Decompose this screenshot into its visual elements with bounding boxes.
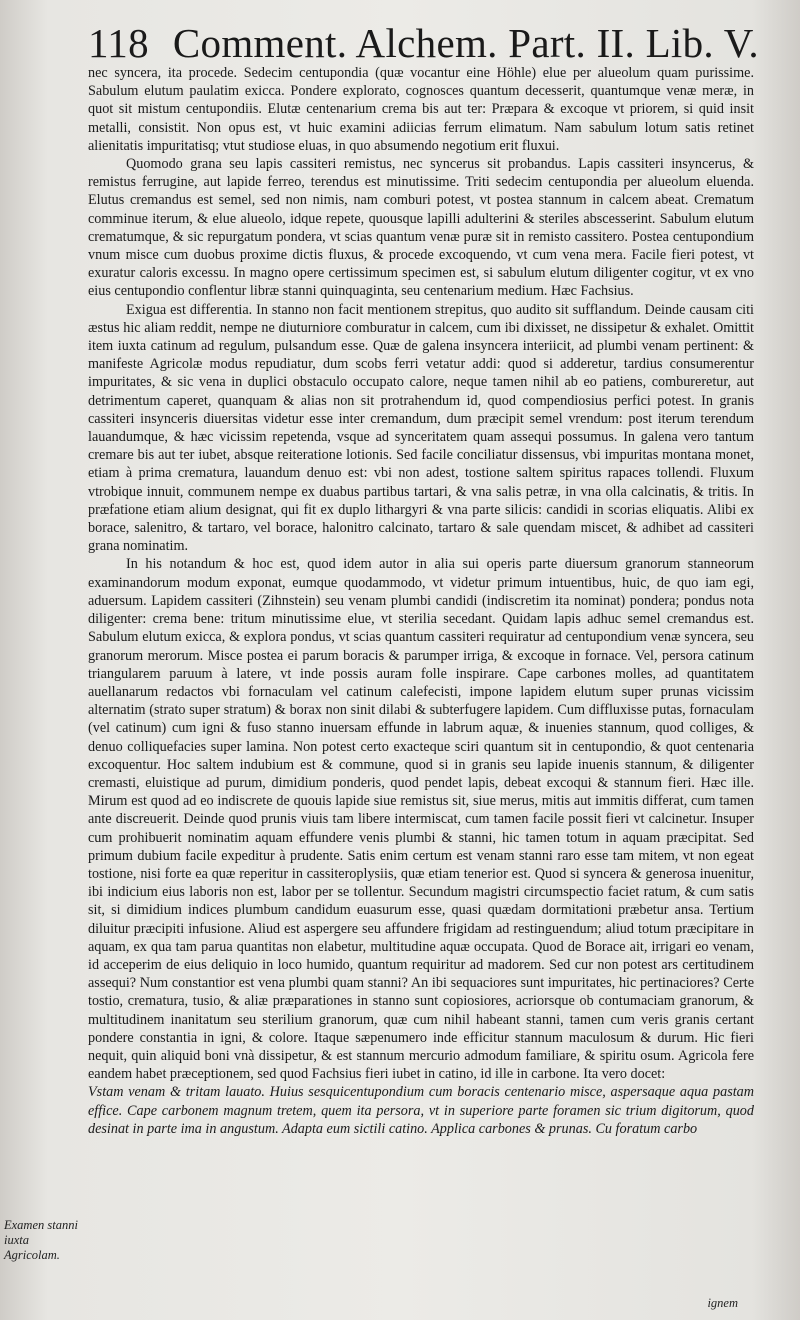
paragraph: Quomodo grana seu lapis cassiteri remistus, nec syncerus sit probandus. Lapis cassiteri insyncerus, & remistus ferrugine, aut lapide ferreo, terendus est minutissime. Triti sedecim centupondia per alueolum eluenda. Elutus cremandus est semel, sed non nimis, nam comburi potest, vt postea stannum in calcem abeat. Crematum comminue iterum, & elue alueolo, idque repete, quousque lapilli adulterini & steriles abscesserint. Sabulum elutum crematumque, & sic repurgatum pondera, vt scias quantum venæ puræ sit in remisto cassitero. Postea centupondium vnum misce cum duobus proxime dictis fluxus, & procede excoquendo, vt cum vena mera. Facile fieri potest, vt exuratur caloris excessu. In magno opere certissimum specimen est, si sabulum elutum diligenter cogitur, vt ex vno eius centupondio conflentur libræ stanni quinquaginta, seu centenarium medium. Hæc Fachsius.	[88, 156, 754, 300]
paragraph-quotation: Vstam venam & tritam lauato. Huius sesquicentupondium cum boracis centenario misce, aspersaque aqua pastam effice. Cape carbonem magnum tretem, quem ita persora, vt in superiore parte foramen sic trium digitorum, quod desinat in parte ima in angustum. Adapta eum sictili catino. Applica carbones & prunas. Cu foratum carbo	[88, 1084, 754, 1137]
paragraph: In his notandum & hoc est, quod idem autor in alia sui operis parte diuersum granorum stanneorum examinandorum modum exponat, eumque quodammodo, vt videtur primum intuentibus, huic, de quo iam egi, aduersum. Lapidem cassiteri (Zihnstein) seu venam plumbi candidi (indiscretim ita nominat) pondera; pondus nota diligenter: crema bene: tritum minutissime elue, vt sterilia secedant. Quidam lapis adhuc semel cremandus est. Sabulum elutum exicca, & explora pondus, vt scias quantum cassiteri requiratur ad centupondium venæ syncera, seu granorum merorum. Misce postea ei parum boracis & parumper irriga, & excoque in fornace. Vel, persora catinum triangularem paruum à latere, vt inde possis auram folle inspirare. Cape carbones molles, ad quantitatem auellanarum redactos vbi fornaculam vel catinum calefecisti, impone lapidem elutum super prunas vicissim alternatim (strato super stratum) & borax non sinit dilabi & subterfugere lapidem. Cum diffluxisse putas, fornaculam (vel catinum) cum igni & fuso stanno inuersam effunde in labrum aquæ, & inuenies stannum, quod colliges, & denuo colliquefacies super lamina. Non potest certo exacteque sciri quantum sit in centupondio, & quot centenaria excoquentur. Hoc saltem indubium est & commune, quod si in granis seu lapide inuenis stannum, & diligenter cremasti, eluistique ad purum, dimidium ponderis, quod pendet lapis, debeat excoqui & stannum fieri. Hæc ille. Mirum est quod ad eo indiscrete de quouis lapide siue remistus sit, siue merus, mitis aut immitis differat, cum tamen ante discreuerit. Deinde quod prunis viuis tam libere intermiscat, cum tamen facile possit fieri vt calcinetur. Insuper cum prohibuerit nominatim aquam effundere venis plumbi & stanni, hic tamen totum in aquam præcipitat. Sed primum dubium facile expeditur à prudente. Satis enim certum est venam stanni raro esse tam mitem, vt non egeat tostione, nisi forte ea quæ reperitur in cassiteroplysiis, quæ etiam tenerior est. Quod si syncera & generosa inuenitur, ibi indicium eius laboris non est, labor per se tollentur. Secundum magistri circumspectio faciet ratum, & cum satis sit, si dimidium indices plumbum candidum euasurum esse, quasi quædam dormitationi præbetur ansa. Tertium diluitur præcipiti infusione. Aliud est aspergere seu affundere frigidam ad restinguendum; aliud totum præcipitare in aquam, ex qua tam parua quantitas non elabetur, multitudine aquæ occupata. Quod de Borace ait, irrigari eo venam, id acceperim de eius deliquio in loco humido, quantum requiritur ad madorem. Sed cur non potest ars certitudinem assequi? Num constantior est vena plumbi quam stanni? An ibi sequaciores sunt impuritates, hic pertinaciores? Certe tostio, crematura, tusio, & aliæ præparationes in stanno sunt copiosiores, acriorsque ob contumaciam granorum, & multitudinem inanitatum seu sterilium granorum, quæ cum nihil habeant stanni, tamen cum veris granis certant pondere constantia in igni, & colore. Itaque sæpenumero inde efficitur stannum maculosum & durum. Hic fieri nequit, quin aliquid boni vnà dissipetur, & est stannum mercurio admodum familiare, & spiritu osum. Agricola fere eandem habet præceptionem, sed quod Fachsius fieri iubet in catino, id ille in carbone. Ita vero docet:	[88, 556, 754, 1083]
page-number: 118	[88, 20, 149, 66]
running-header	[88, 18, 788, 68]
margin-note: Examen stanni iuxta Agricolam.	[4, 1218, 78, 1262]
body-text	[88, 64, 754, 1138]
paragraph: Exigua est differentia. In stanno non facit mentionem strepitus, quo audito sit sufflandum. Deinde causam citi æstus hic aliam reddit, nempe ne diuturniore comburatur in calcem, cum ibi dixisset, ne dissipetur & exhalet. Omittit item iuxta catinum ad regulum, pulsandum esse. Quæ de galena insyncera interiicit, ad plumbi venam pertinent: & manifeste Agricolæ modus repudiatur, dum scobs ferri vetatur addi: quod si adderetur, tardius consumerentur impuritates, & sic vena in duplici obstaculo occupato calore, neque tamen nihil ab eo patiens, combureretur, aut detrimentum caperet, quanquam & alias non sit protrahendum id, quod compendiosius perfici potest. In granis cassiteri insynceris diuersitas videtur esse inter cremandum, dum præcipit semel vrendum: post iterum terendum lauandumque, & hæc vicissim repetenda, vsque ad synceritatem quam assequi possumus. In galena vero tantum cremare bis aut ter iubet, absque reiteratione lotionis. Sed facile conciliatur dissensus, vbi impuritas montana monet, etiam à prima crematura, lauandum denuo est: vbi non adest, tostione saltem spiritus rapaces tollendi. Fluxum vtrobique innuit, communem nempe ex duabus partibus tartari, & vna salis petræ, in vna olla calcinatis, & tritis. In præfatione etiam alium designat, qui fit ex duplo lithargyri & vna parte silicis: candidi in scorias eliquatis. Alibi ex borace, salenitro, & tartaro, vel borace, halonitro calcinato, tartaro & sale quendam miscet, & adhibet ad cassiteri grana nominatim.	[88, 301, 754, 555]
catchword: ignem	[707, 1296, 738, 1310]
running-title: Comment. Alchem. Part. II. Lib. V.	[172, 20, 759, 66]
paragraph: nec syncera, ita procede. Sedecim centupondia (quæ vocantur eine Höhle) elue per alueolum quam purissime. Sabulum elutum paulatim exicca. Pondere explorato, cognosces quantum decesserit, quantumque venæ meræ, in quot sit mistum centupondiis. Elutæ centenarium crema bis aut ter: Præpara & excoque vt priorem, si quid insit metalli, consistit. Non opus est, vt huic examini adiicias ferrum elimatum. Nam sabulum lotum satis retinet alienitatis impuritatisq; vtut studiose eluas, in quo absumendo negotium erit fluxui.	[88, 65, 754, 154]
